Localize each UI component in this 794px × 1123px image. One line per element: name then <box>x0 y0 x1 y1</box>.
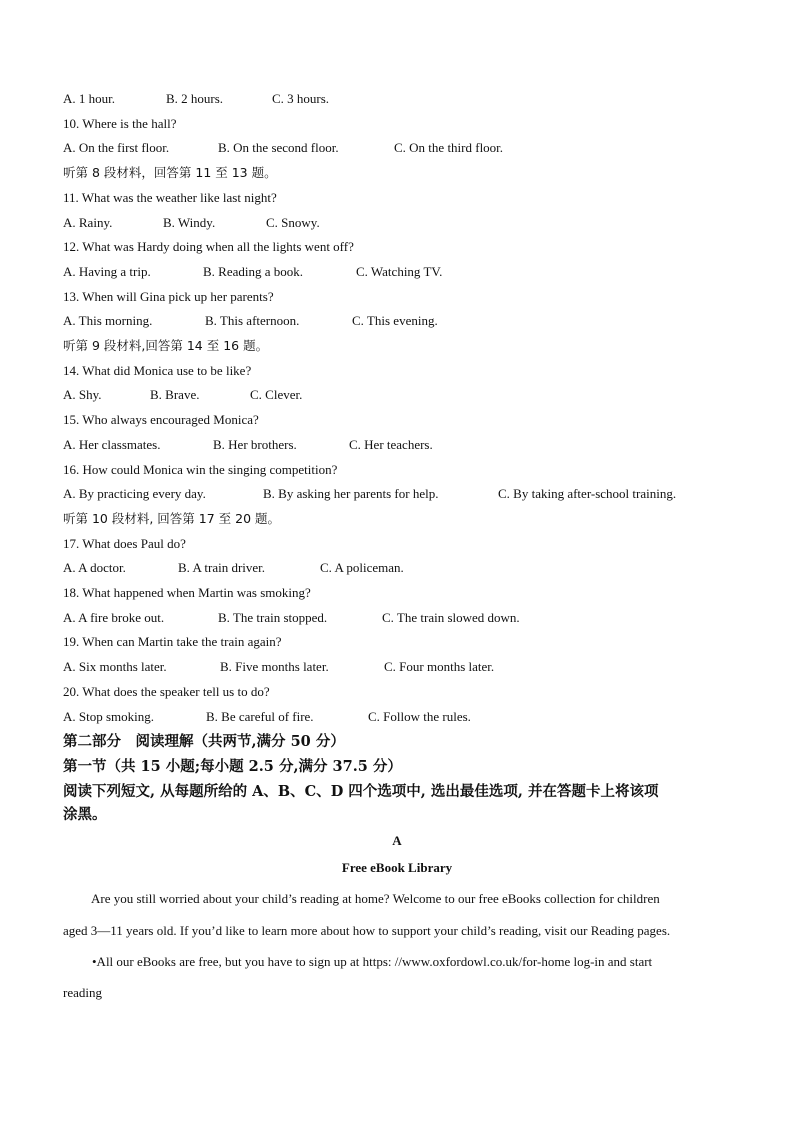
answer-option: A. Rainy. <box>63 215 113 230</box>
passage-title: Free eBook Library <box>341 860 453 875</box>
answer-option: B. Her brothers. <box>213 437 297 452</box>
question-text: 19. When can Martin take the train again? <box>63 634 282 649</box>
question-text: 14. What did Monica use to be like? <box>63 363 252 378</box>
section1-heading: 第一节（共 15 小题;每小题 2.5 分,满分 37.5 分） <box>63 758 402 775</box>
question-text: 10. Where is the hall? <box>63 116 177 131</box>
question-text: 16. How could Monica win the singing competition? <box>63 462 338 477</box>
section-instruction: 听第 9 段材料,回答第 14 至 16 题。 <box>63 338 269 353</box>
answer-option: B. Reading a book. <box>203 264 304 279</box>
answer-option: C. On the third floor. <box>394 140 504 155</box>
question-text: 11. What was the weather like last night? <box>63 190 277 205</box>
answer-option: A. Shy. <box>63 387 102 402</box>
answer-option: B. Be careful of fire. <box>206 709 314 724</box>
answer-option: B. On the second floor. <box>218 140 339 155</box>
answer-option: C. Follow the rules. <box>368 709 471 724</box>
answer-option: B. Five months later. <box>220 659 329 674</box>
answer-option: A. Having a trip. <box>63 264 151 279</box>
answer-option: B. The train stopped. <box>218 610 328 625</box>
answer-option: A. On the first floor. <box>63 140 170 155</box>
answer-option: B. A train driver. <box>178 560 266 575</box>
answer-option: B. This afternoon. <box>205 313 300 328</box>
question-text: 18. What happened when Martin was smoking? <box>63 585 311 600</box>
answer-option: B. By asking her parents for help. <box>263 486 439 501</box>
passage-bullet-line-1: •All our eBooks are free, but you have to sign up at https: //www.oxfordowl.co.uk/for-home log-in and start <box>92 954 653 969</box>
passage-letter: A <box>392 833 402 848</box>
answer-option: C. The train slowed down. <box>382 610 520 625</box>
answer-option: C. Clever. <box>250 387 303 402</box>
answer-option: A. Stop smoking. <box>63 709 155 724</box>
question-text: 12. What was Hardy doing when all the lights went off? <box>63 239 354 254</box>
answer-option: C. 3 hours. <box>272 91 330 106</box>
passage-paragraph-line-2: aged 3—11 years old. If you’d like to learn more about how to support your child’s reading, visit our Reading pages. <box>63 923 671 938</box>
section-instruction: 听第 10 段材料, 回答第 17 至 20 题。 <box>63 511 281 526</box>
answer-option: B. Windy. <box>163 215 216 230</box>
instruction-line-1: 阅读下列短文, 从每题所给的 A、B、C、D 四个选项中, 选出最佳选项, 并在答题卡上将该项 <box>63 783 659 800</box>
question-text: 13. When will Gina pick up her parents? <box>63 289 274 304</box>
section-instruction: 听第 8 段材料，回答第 11 至 13 题。 <box>63 165 277 180</box>
answer-option: C. By taking after-school training. <box>498 486 677 501</box>
answer-option: A. Six months later. <box>63 659 167 674</box>
answer-option: A. 1 hour. <box>63 91 115 106</box>
answer-option: C. Watching TV. <box>356 264 443 279</box>
answer-option: B. 2 hours. <box>166 91 224 106</box>
passage-paragraph-line-1: Are you still worried about your child’s reading at home? Welcome to our free eBooks collection for children <box>91 891 660 906</box>
question-text: 20. What does the speaker tell us to do? <box>63 684 270 699</box>
answer-option: C. A policeman. <box>320 560 404 575</box>
question-text: 15. Who always encouraged Monica? <box>63 412 259 427</box>
question-text: 17. What does Paul do? <box>63 536 186 551</box>
passage-bullet-line-2: reading <box>63 985 102 1000</box>
answer-option: C. Four months later. <box>384 659 495 674</box>
answer-option: A. This morning. <box>63 313 153 328</box>
answer-option: A. A doctor. <box>63 560 126 575</box>
answer-option: A. A fire broke out. <box>63 610 165 625</box>
instruction-line-2: 涂黑。 <box>63 806 107 823</box>
answer-option: C. Snowy. <box>266 215 320 230</box>
answer-option: A. By practicing every day. <box>63 486 206 501</box>
answer-option: B. Brave. <box>150 387 200 402</box>
answer-option: A. Her classmates. <box>63 437 161 452</box>
answer-option: C. This evening. <box>352 313 438 328</box>
part2-heading: 第二部分 阅读理解（共两节,满分 50 分） <box>63 733 345 750</box>
answer-option: C. Her teachers. <box>349 437 433 452</box>
